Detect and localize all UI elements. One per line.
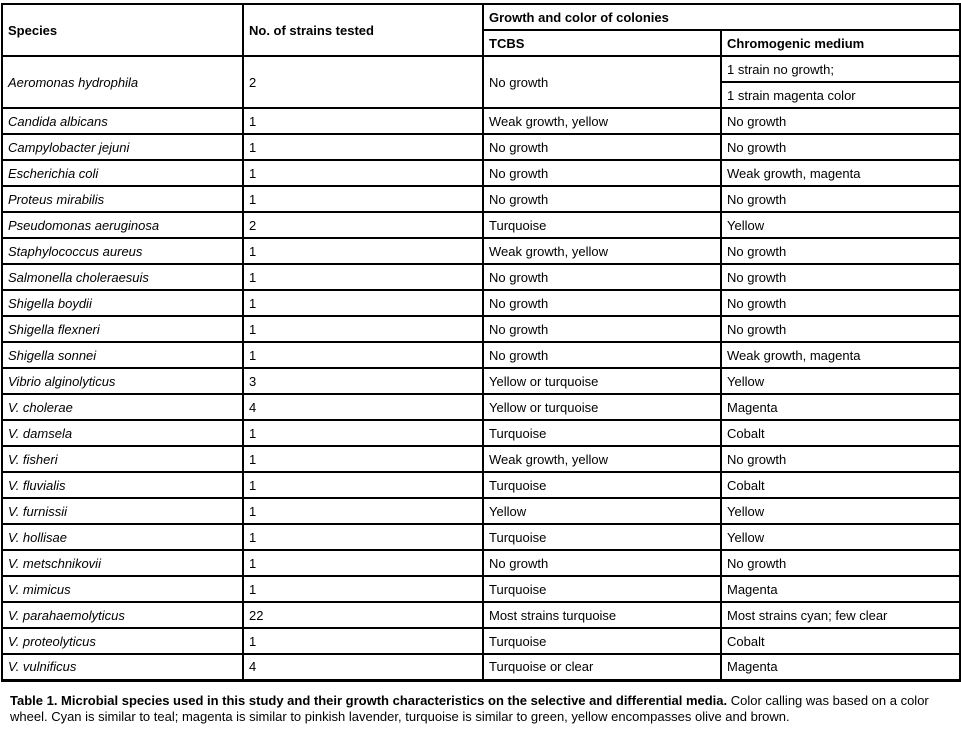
species-cell: V. damsela [2, 420, 243, 446]
caption-text: Color calling was based on a color wheel. Cyan is similar to teal; magenta is similar to pinkish lavender, turquoise is similar to green, yellow encompasses olive and brown. [10, 692, 929, 724]
table-row [2, 394, 960, 420]
tcbs-cell: No growth [483, 316, 721, 342]
caption-title: Table 1. Microbial species used in this study and their growth characteristics on the selective and differential media. [10, 692, 728, 708]
species-cell: Candida albicans [2, 108, 243, 134]
species-cell: V. parahaemolyticus [2, 602, 243, 628]
strains-cell: 1 [243, 264, 483, 290]
table-row [2, 264, 960, 290]
strains-cell: 3 [243, 368, 483, 394]
table-row [2, 342, 960, 368]
strains-cell: 1 [243, 290, 483, 316]
chromogenic-cell: Most strains cyan; few clear [721, 602, 960, 628]
tcbs-cell: Turquoise [483, 628, 721, 654]
chromogenic-cell: Weak growth, magenta [721, 160, 960, 186]
table-row [2, 160, 960, 186]
tcbs-cell: Turquoise [483, 212, 721, 238]
table-row [2, 654, 960, 680]
table-row [2, 108, 960, 134]
species-cell: V. fisheri [2, 446, 243, 472]
table-row [2, 446, 960, 472]
species-cell: Shigella flexneri [2, 316, 243, 342]
header-species: Species [2, 4, 243, 56]
table-row [2, 212, 960, 238]
chromogenic-cell: Cobalt [721, 420, 960, 446]
species-cell: V. mimicus [2, 576, 243, 602]
table-row [2, 186, 960, 212]
species-cell: Vibrio alginolyticus [2, 368, 243, 394]
strains-cell: 1 [243, 134, 483, 160]
tcbs-cell: Most strains turquoise [483, 602, 721, 628]
table-row [2, 472, 960, 498]
species-cell: Escherichia coli [2, 160, 243, 186]
tcbs-cell: No growth [483, 342, 721, 368]
header-growth-group: Growth and color of colonies [483, 4, 960, 30]
strains-cell: 2 [243, 56, 483, 108]
table-row [2, 576, 960, 602]
species-cell: Staphylococcus aureus [2, 238, 243, 264]
table-row [2, 238, 960, 264]
strains-cell: 1 [243, 576, 483, 602]
tcbs-cell: No growth [483, 186, 721, 212]
species-cell: Salmonella choleraesuis [2, 264, 243, 290]
tcbs-cell: No growth [483, 264, 721, 290]
strains-cell: 1 [243, 498, 483, 524]
tcbs-cell: Turquoise [483, 420, 721, 446]
tcbs-cell: No growth [483, 134, 721, 160]
species-cell: V. hollisae [2, 524, 243, 550]
table-row [2, 602, 960, 628]
table-row [2, 420, 960, 446]
chromogenic-cell: No growth [721, 550, 960, 576]
table-caption [10, 693, 951, 725]
chromogenic-cell: No growth [721, 186, 960, 212]
chromogenic-cell: No growth [721, 108, 960, 134]
species-growth-table [1, 3, 961, 682]
table-row [2, 134, 960, 160]
table-row [2, 368, 960, 394]
strains-cell: 1 [243, 316, 483, 342]
chromogenic-cell: Cobalt [721, 472, 960, 498]
tcbs-cell: Weak growth, yellow [483, 446, 721, 472]
tcbs-cell: Yellow [483, 498, 721, 524]
chromogenic-cell: Yellow [721, 212, 960, 238]
strains-cell: 1 [243, 420, 483, 446]
chromogenic-cell: Yellow [721, 524, 960, 550]
header-chromogenic: Chromogenic medium [721, 30, 960, 56]
tcbs-cell: Turquoise [483, 524, 721, 550]
species-cell: V. cholerae [2, 394, 243, 420]
strains-cell: 1 [243, 342, 483, 368]
strains-cell: 1 [243, 160, 483, 186]
species-cell: Pseudomonas aeruginosa [2, 212, 243, 238]
strains-cell: 1 [243, 472, 483, 498]
tcbs-cell: No growth [483, 290, 721, 316]
strains-cell: 4 [243, 394, 483, 420]
header-tcbs: TCBS [483, 30, 721, 56]
chromogenic-cell: Magenta [721, 654, 960, 680]
strains-cell: 1 [243, 186, 483, 212]
strains-cell: 1 [243, 628, 483, 654]
tcbs-cell: Yellow or turquoise [483, 394, 721, 420]
strains-cell: 1 [243, 108, 483, 134]
tcbs-cell: No growth [483, 550, 721, 576]
species-cell: Campylobacter jejuni [2, 134, 243, 160]
species-cell: V. vulnificus [2, 654, 243, 680]
species-cell: V. fluvialis [2, 472, 243, 498]
species-cell: Aeromonas hydrophila [2, 56, 243, 108]
strains-cell: 1 [243, 524, 483, 550]
chromogenic-cell-2: 1 strain magenta color [721, 82, 960, 108]
species-cell: V. furnissii [2, 498, 243, 524]
header-row-1 [2, 4, 960, 30]
chromogenic-cell: Magenta [721, 576, 960, 602]
table-row [2, 628, 960, 654]
table-row [2, 498, 960, 524]
table-row [2, 316, 960, 342]
table-row [2, 550, 960, 576]
chromogenic-cell: 1 strain no growth; [721, 56, 960, 82]
strains-cell: 4 [243, 654, 483, 680]
chromogenic-cell: No growth [721, 264, 960, 290]
chromogenic-cell: Yellow [721, 368, 960, 394]
strains-cell: 1 [243, 446, 483, 472]
tcbs-cell: No growth [483, 56, 721, 108]
header-strains: No. of strains tested [243, 4, 483, 56]
tcbs-cell: Turquoise [483, 472, 721, 498]
chromogenic-cell: Weak growth, magenta [721, 342, 960, 368]
chromogenic-cell: No growth [721, 290, 960, 316]
tcbs-cell: Weak growth, yellow [483, 108, 721, 134]
tcbs-cell: Turquoise or clear [483, 654, 721, 680]
strains-cell: 2 [243, 212, 483, 238]
species-cell: V. metschnikovii [2, 550, 243, 576]
chromogenic-cell: No growth [721, 134, 960, 160]
tcbs-cell: No growth [483, 160, 721, 186]
species-cell: Shigella boydii [2, 290, 243, 316]
tcbs-cell: Weak growth, yellow [483, 238, 721, 264]
chromogenic-cell: No growth [721, 238, 960, 264]
strains-cell: 1 [243, 550, 483, 576]
species-cell: Proteus mirabilis [2, 186, 243, 212]
chromogenic-cell: Yellow [721, 498, 960, 524]
strains-cell: 22 [243, 602, 483, 628]
chromogenic-cell: No growth [721, 316, 960, 342]
chromogenic-cell: Magenta [721, 394, 960, 420]
chromogenic-cell: No growth [721, 446, 960, 472]
species-cell: Shigella sonnei [2, 342, 243, 368]
strains-cell: 1 [243, 238, 483, 264]
table-row [2, 524, 960, 550]
table-row [2, 290, 960, 316]
tcbs-cell: Yellow or turquoise [483, 368, 721, 394]
tcbs-cell: Turquoise [483, 576, 721, 602]
table-row [2, 56, 960, 82]
chromogenic-cell: Cobalt [721, 628, 960, 654]
species-cell: V. proteolyticus [2, 628, 243, 654]
